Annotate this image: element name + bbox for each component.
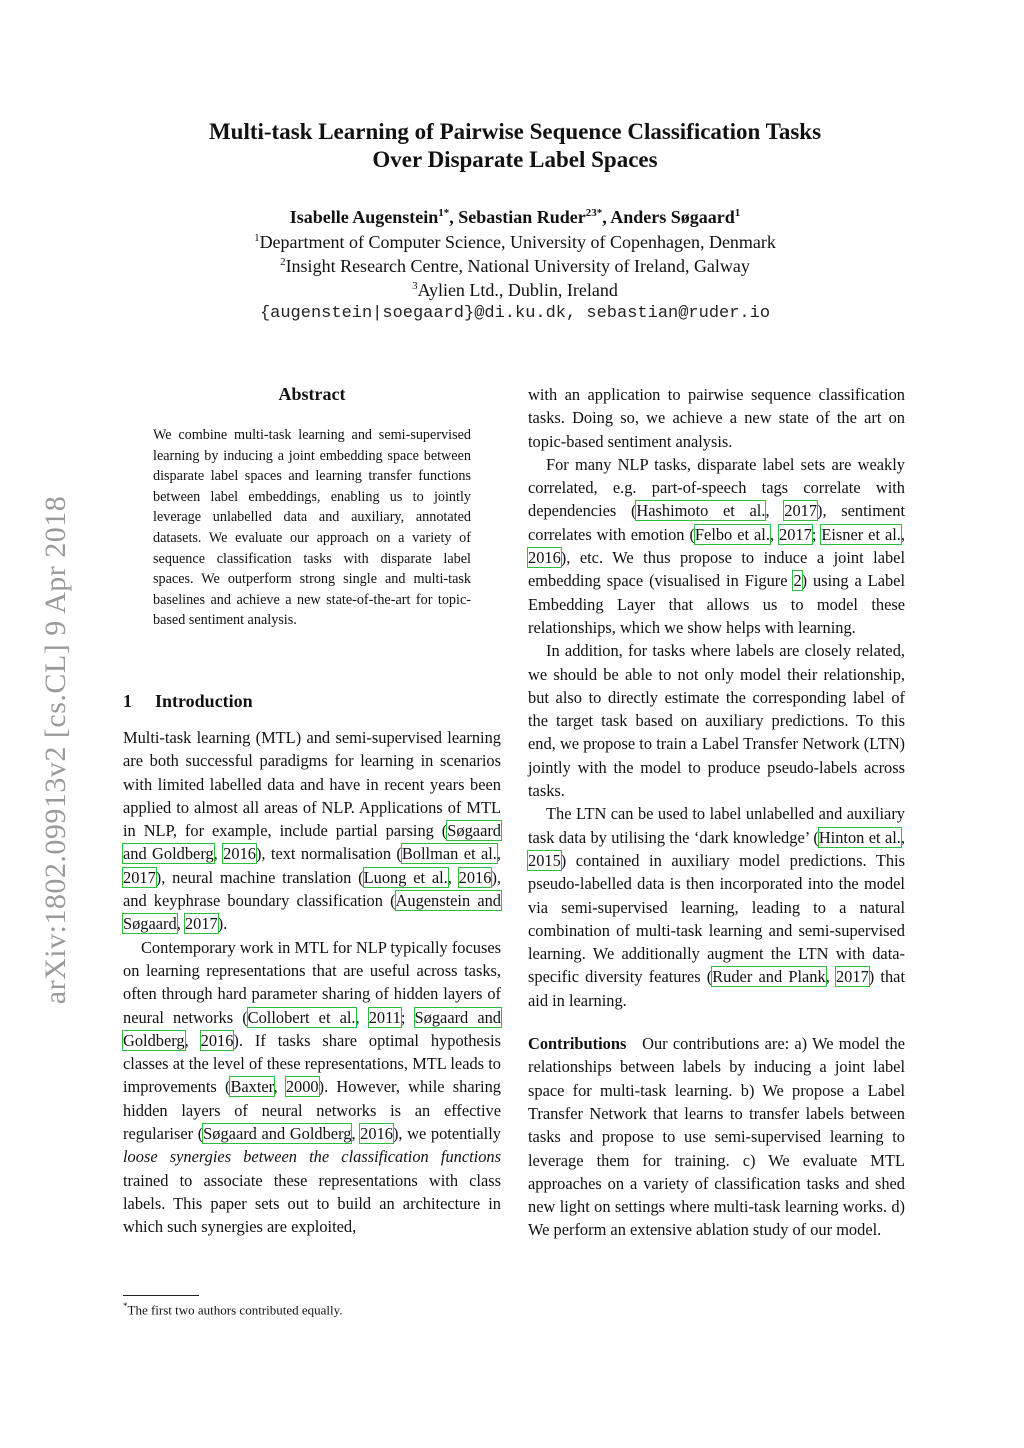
paper-title (120, 118, 910, 174)
citation-link[interactable]: Søgaard and Goldberg (123, 1007, 501, 1050)
citation-link[interactable]: 2016 (528, 548, 561, 568)
citation-link[interactable]: Luong et al. (363, 867, 448, 887)
affiliation-text: Department of Computer Science, University of Copenhagen, Denmark (259, 232, 776, 252)
citation-link[interactable]: Ruder and Plank (712, 967, 826, 987)
citation-link[interactable]: Baxter (230, 1077, 274, 1097)
citation-link[interactable]: 2016 (223, 844, 256, 864)
paragraph: Multi-task learning (MTL) and semi-supervised learning are both successful paradigms for learning in scenarios with limited labelled data and have in recent years been applied to almost all areas of NLP. Applications of MTL in NLP, for example, include partial parsing (Søgaard and Goldberg, 2016), text normalisation (Bollman et al., 2017), neural machine translation (Luong et al., 2016), and keyphrase boundary classification (Augenstein and Søgaard, 2017). (123, 728, 501, 934)
affiliation-line (120, 254, 910, 278)
affiliation-mark: 2 (280, 256, 286, 268)
footnote-mark: * (123, 1301, 128, 1311)
affiliations (120, 230, 910, 302)
title-line-2: Over Disparate Label Spaces (372, 147, 658, 172)
citation-link[interactable]: 2017 (123, 867, 156, 887)
author-affiliation-mark: 23* (585, 207, 603, 219)
citation-link[interactable]: Hinton et al. (818, 827, 901, 847)
paragraph: with an application to pairwise sequence classification tasks. Doing so, we achieve a new state of the art on topic-based sentiment analysis. (528, 385, 905, 451)
affiliation-line (120, 278, 910, 302)
citation-link[interactable]: Hashimoto et al. (636, 501, 766, 521)
left-column (123, 688, 501, 1239)
section-heading (123, 688, 501, 714)
title-line-1: Multi-task Learning of Pairwise Sequence Classification Tasks (208, 119, 822, 144)
affiliation-text: Aylien Ltd., Dublin, Ireland (417, 280, 618, 300)
affiliation-text: Insight Research Centre, National University of Ireland, Galway (285, 256, 750, 276)
citation-link[interactable]: 2016 (458, 867, 492, 887)
author-name: Sebastian Ruder (458, 207, 586, 227)
contributions-text: Our contributions are: a) We model the relationships between labels by inducing a joint label space for multi-task learning. b) We propose a Label Transfer Network that learns to transfer labels between tasks and propose to use semi-supervised learning to leverage them for training. c) We evaluate MTL approaches on a variety of classification tasks and shed new light on settings where multi-task learning works. d) We perform an extensive ablation study of our model. (528, 1034, 906, 1240)
paragraph: Contemporary work in MTL for NLP typically focuses on learning representations that are useful across tasks, often through hard parameter sharing of hidden layers of neural networks (Collobert et al., 2011; Søgaard and Goldberg, 2016). If tasks share optimal hypothesis classes at the level of these representations, MTL leads to improvements (Baxter, 2000). However, while sharing hidden layers of neural networks is an effective regulariser (Søgaard and Goldberg, 2016), we potentially loose synergies between the classification functions trained to associate these representations with class labels. This paper sets out to build an architecture in which such synergies are exploited, (123, 937, 501, 1237)
emphasis-text: loose synergies between the classification functions (123, 1147, 501, 1167)
citation-link[interactable]: 2017 (184, 914, 218, 934)
citation-link[interactable]: 2017 (835, 967, 869, 987)
citation-link[interactable]: Søgaard and Goldberg (123, 821, 501, 864)
citation-link[interactable]: Felbo et al. (694, 524, 770, 544)
paragraph: For many NLP tasks, disparate label sets are weakly correlated, e.g. part-of-speech tags correlate with dependencies (Hashimoto et al., 2017), sentiment correlates with emotion (Felbo et al., 2017; Eisner et al., 2016), etc. We thus propose to induce a joint label embedding space (visualised in Figure 2) using a Label Embedding Layer that allows us to model these relationships, which we show helps with learning. (528, 454, 906, 637)
author-affiliation-mark: 1* (438, 207, 450, 219)
section-number: 1 (123, 691, 132, 711)
abstract-heading: Abstract (278, 384, 346, 404)
affiliation-mark: 1 (254, 232, 260, 244)
citation-link[interactable]: 2016 (360, 1124, 393, 1144)
footnote-text: The first two authors contributed equally. (127, 1302, 343, 1318)
contributions-heading: Contributions (528, 1034, 627, 1054)
citation-link[interactable]: 2015 (528, 850, 561, 870)
contributions-paragraph (528, 1032, 905, 1242)
citation-link[interactable]: 2011 (368, 1007, 401, 1027)
footnote (123, 1298, 501, 1318)
citation-link[interactable]: 2000 (285, 1077, 319, 1097)
affiliation-line (120, 230, 910, 254)
author-affiliation-mark: 1 (734, 207, 741, 219)
citation-link[interactable]: 2016 (200, 1030, 234, 1050)
citation-link[interactable]: Eisner et al. (821, 524, 901, 544)
footnote-divider (123, 1295, 199, 1296)
citation-link[interactable]: 2 (793, 571, 802, 591)
citation-link[interactable]: Collobert et al. (247, 1007, 356, 1027)
author-list: Isabelle Augenstein$^{1*}$, Sebastian Ruder$^{23*}$, Anders Søgaard$^1$ (289, 207, 741, 227)
abstract-text: We combine multi-task learning and semi-supervised learning by inducing a joint embedding space between disparate label spaces and learning transfer functions between label embeddings, enabling us to jointly leverage unlabelled data and auxiliary, annotated datasets. We evaluate our approach on a variety of sequence classification tasks with disparate label spaces. We outperform strong single and multi-task baselines and achieve a new state-of-the-art for topic-based sentiment analysis. (153, 427, 471, 629)
author-emails: {augenstein|soegaard}@di.ku.dk, sebastian@ruder.io (259, 304, 771, 323)
section-title: Introduction (155, 691, 253, 711)
citation-link[interactable]: Augenstein and Søgaard (123, 891, 501, 934)
citation-link[interactable]: Bollman et al. (401, 844, 497, 864)
arxiv-identifier: arXiv:1802.09913v2 [cs.CL] 9 Apr 2018 (39, 495, 72, 1005)
citation-link[interactable]: 2017 (779, 524, 812, 544)
paragraph: In addition, for tasks where labels are closely related, we should be able to not only model their relationship, but also to directly estimate the corresponding label of the target task based on auxiliary predictions. To this end, we propose to train a Label Transfer Network (LTN) jointly with the model to produce pseudo-labels across tasks. (528, 641, 905, 801)
author-name: Anders Søgaard (610, 207, 735, 227)
right-column (528, 383, 905, 1242)
citation-link[interactable]: 2017 (784, 501, 818, 521)
citation-link[interactable]: Søgaard and Goldberg (203, 1124, 352, 1144)
affiliation-mark: 3 (412, 280, 418, 292)
author-name: Isabelle Augenstein (289, 207, 439, 227)
paragraph: The LTN can be used to label unlabelled and auxiliary task data by utilising the ‘dark knowledge’ (Hinton et al., 2015) contained in auxiliary model predictions. This pseudo-labelled data is then incorporated into the model via semi-supervised learning, leading to a natural combination of multi-task learning and semi-supervised learning. We additionally augment the LTN with data-specific diversity features (Ruder and Plank, 2017) that aid in learning. (528, 804, 905, 1010)
